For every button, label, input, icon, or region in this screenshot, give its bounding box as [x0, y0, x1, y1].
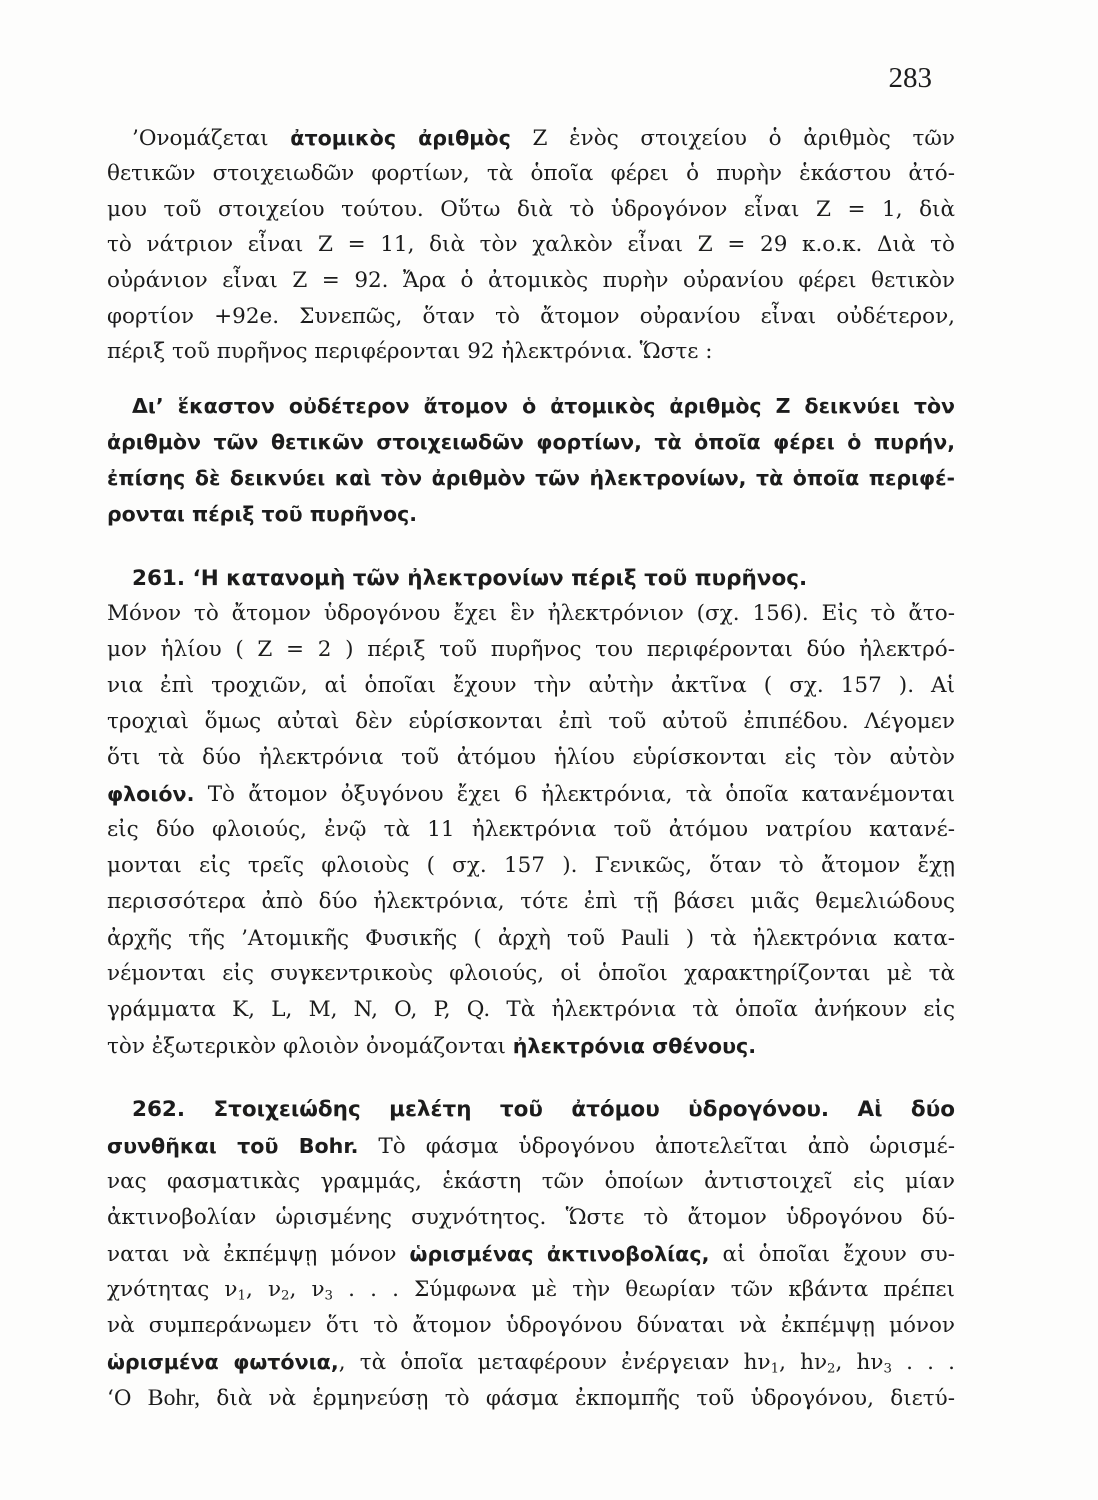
bold-term: φλοιόν.: [107, 782, 195, 806]
paragraph-line: τροχιαὶ ὅμως αὐταὶ δὲν εὑρίσκονται ἐπὶ τοῦ αὐτοῦ ἐπιπέδου. Λέγομεν: [107, 709, 955, 734]
paragraph-line: [132, 121, 955, 156]
text-run: . . . Σύμφωνα μὲ τὴν θεωρίαν τῶν κβάντα πρέπει: [333, 1277, 955, 1302]
text-run: 2: [827, 1361, 836, 1377]
text-run: Τὸ φάσμα ὑδρογόνου ἀποτελεῖται ἀπὸ ὡρισμέ-: [358, 1134, 955, 1159]
bold-term: ὡρισμένα φωτόνια,: [107, 1350, 339, 1374]
paragraph-line: νὰ συμπεράνωμεν ὅτι τὸ ἄτομον ὑδρογόνου δύναται νὰ ἐκπέμψῃ μόνον: [107, 1313, 955, 1338]
paragraph-line: [107, 1237, 955, 1272]
text-run: ‘Ο: [107, 1386, 148, 1411]
text-run: 3: [883, 1361, 892, 1377]
bold-term: ὡρισμένας ἀκτινοβολίας,: [409, 1242, 710, 1266]
paragraph-line: νας φασματικὰς γραμμάς, ἑκάστη τῶν ὁποίων ἀντιστοιχεῖ εἰς μίαν: [107, 1169, 955, 1194]
paragraph-line: εἰς δύο φλοιούς, ἐνῷ τὰ 11 ἠλεκτρόνια τοῦ ἀτόμου νατρίου κατανέ-: [107, 817, 955, 842]
text-run: Pauli: [621, 925, 670, 951]
text-run: , ν: [289, 1277, 325, 1302]
bold-term: ἠλεκτρόνια σθένους.: [512, 1034, 757, 1058]
text-run: 1: [237, 1288, 246, 1304]
text-run: ναται νὰ ἐκπέμψῃ μόνον: [107, 1242, 410, 1267]
paragraph-line: οὐράνιον εἶναι Ζ = 92. Ἄρα ὁ ἀτομικὸς πυρὴν οὐρανίου φέρει θετικὸν: [107, 268, 955, 293]
text-run: Bohr,: [147, 1385, 201, 1411]
text-run: ) τὰ ἠλεκτρόνια κατα-: [669, 926, 955, 951]
paragraph-line: γράμματα K, L, M, N, O, P, Q. Τὰ ἠλεκτρόνια τὰ ὁποῖα ἀνήκουν εἰς: [107, 997, 955, 1022]
section-heading: 262. Στοιχειώδης μελέτη τοῦ ἀτόμου ὑδρογόνου. Αἱ δύο: [132, 1097, 955, 1122]
paragraph-line: περισσότερα ἀπὸ δύο ἠλεκτρόνια, τότε ἐπὶ τῇ βάσει μιᾶς θεμελιώδους: [107, 889, 955, 914]
paragraph-line: πέριξ τοῦ πυρῆνος περιφέρονται 92 ἠλεκτρόνια. Ὥστε :: [107, 339, 713, 364]
text-run: αἱ ὁποῖαι ἔχουν συ-: [709, 1242, 955, 1267]
paragraph-line: θετικῶν στοιχειωδῶν φορτίων, τὰ ὁποῖα φέρει ὁ πυρὴν ἑκάστου ἀτό-: [107, 161, 955, 186]
paragraph-line: τὸ νάτριον εἶναι Ζ = 11, διὰ τὸν χαλκὸν εἶναι Ζ = 29 κ.ο.κ. Διὰ τὸ: [107, 232, 955, 257]
text-run: , ν: [245, 1277, 282, 1302]
text-run: . . .: [891, 1350, 956, 1375]
paragraph-line: [107, 777, 955, 812]
rule-statement-line: ἐπίσης δὲ δεικνύει καὶ τὸν ἀριθμὸν τῶν ἠλεκτρονίων, τὰ ὁποῖα περιφέ-: [107, 466, 955, 490]
paragraph-line: νια ἐπὶ τροχιῶν, αἱ ὁποῖαι ἔχουν τὴν αὐτὴν ἀκτῖνα ( σχ. 157 ). Αἱ: [107, 673, 955, 698]
paragraph-line: [107, 1129, 955, 1164]
bold-term: συνθῆκαι τοῦ Bohr.: [107, 1134, 359, 1158]
paragraph-line: [107, 1029, 955, 1064]
paragraph-line: ὅτι τὰ δύο ἠλεκτρόνια τοῦ ἀτόμου ἡλίου εὑρίσκονται εἰς τὸν αὐτὸν: [107, 745, 955, 770]
text-run: ’Ονομάζεται: [132, 126, 291, 151]
bold-term: ἀτομικὸς ἀριθμὸς: [290, 126, 511, 150]
paragraph-line: [107, 921, 955, 956]
text-run: 3: [324, 1288, 334, 1304]
text-run: , τὰ ὁποῖα μεταφέρουν ἐνέργειαν hν: [338, 1350, 771, 1375]
text-run: διὰ νὰ ἑρμηνεύσῃ τὸ φάσμα ἐκπομπῆς τοῦ ὑδρογόνου, διετύ-: [200, 1386, 955, 1411]
paragraph-line: Μόνον τὸ ἄτομον ὑδρογόνου ἔχει ἓν ἠλεκτρόνιον (σχ. 156). Εἰς τὸ ἄτο-: [107, 601, 955, 626]
text-run: , hν: [835, 1350, 884, 1375]
rule-statement-line: ἀριθμὸν τῶν θετικῶν στοιχειωδῶν φορτίων, τὰ ὁποῖα φέρει ὁ πυρήν,: [107, 430, 955, 454]
text-run: χνότητας ν: [107, 1277, 238, 1302]
rule-statement-line: ρονται πέριξ τοῦ πυρῆνος.: [107, 502, 418, 526]
paragraph-line: ἀκτινοβολίαν ὡρισμένης συχνότητος. Ὥστε τὸ ἄτομον ὑδρογόνου δύ-: [107, 1205, 955, 1230]
page-number: 283: [888, 62, 932, 94]
text-run: τὸν ἐξωτερικὸν φλοιὸν ὀνομάζονται: [107, 1034, 513, 1059]
text-run: 2: [281, 1288, 290, 1304]
text-run: Ζ ἑνὸς στοιχείου ὁ ἀριθμὸς τῶν: [510, 126, 955, 151]
text-run: Τὸ ἄτομον ὀξυγόνου ἔχει 6 ἠλεκτρόνια, τὰ ὁποῖα κατανέμονται: [194, 782, 955, 807]
paragraph-line: [107, 1345, 955, 1380]
paragraph-line: μου τοῦ στοιχείου τούτου. Οὕτω διὰ τὸ ὑδρογόνον εἶναι Ζ = 1, διὰ: [107, 197, 955, 222]
paragraph-line: [107, 1381, 955, 1416]
section-heading: 261. ‘Η κατανομὴ τῶν ἠλεκτρονίων πέριξ τοῦ πυρῆνος.: [132, 566, 808, 591]
paragraph-line: φορτίον +92e. Συνεπῶς, ὅταν τὸ ἄτομον οὐρανίου εἶναι οὐδέτερον,: [107, 304, 955, 329]
paragraph-line: [107, 1273, 955, 1307]
paragraph-line: νέμονται εἰς συγκεντρικοὺς φλοιούς, οἱ ὁποῖοι χαρακτηρίζονται μὲ τὰ: [107, 961, 955, 986]
paragraph-line: μον ἡλίου ( Ζ = 2 ) πέριξ τοῦ πυρῆνος του περιφέρονται δύο ἠλεκτρό-: [107, 637, 955, 662]
paragraph-line: μονται εἰς τρεῖς φλοιοὺς ( σχ. 157 ). Γενικῶς, ὅταν τὸ ἄτομον ἔχῃ: [107, 853, 955, 878]
rule-statement-line: Δι’ ἕκαστον οὐδέτερον ἄτομον ὁ ἀτομικὸς ἀριθμὸς Ζ δεικνύει τὸν: [132, 394, 955, 418]
text-run: ἀρχῆς τῆς ’Ατομικῆς Φυσικῆς ( ἀρχὴ τοῦ: [107, 926, 622, 951]
text-run: 1: [770, 1361, 780, 1377]
text-run: , hν: [779, 1350, 828, 1375]
